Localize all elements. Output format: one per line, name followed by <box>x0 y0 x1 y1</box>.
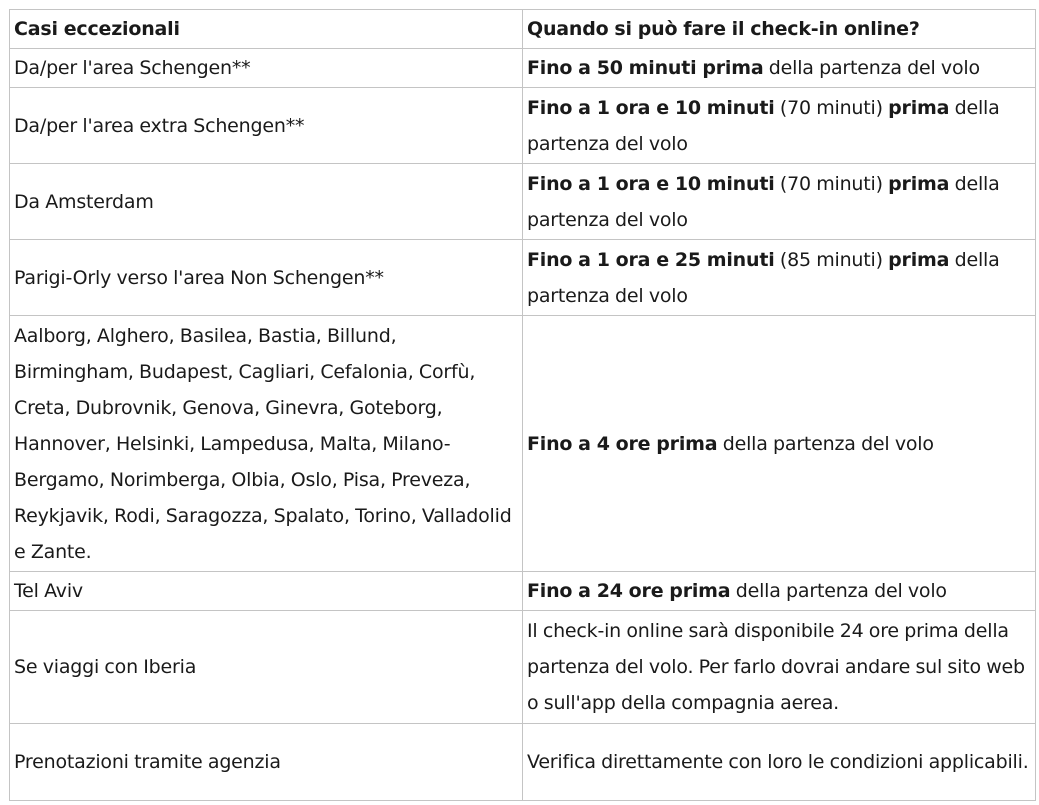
time-text: della partenza del volo <box>527 96 1000 155</box>
time-cell: Il check-in online sarà disponibile 24 ore prima della partenza del volo. Per farlo dovrai andare sul sito web o sull'app della compagnia aerea. <box>523 611 1036 724</box>
time-strong: Fino a 4 ore prima <box>527 432 718 455</box>
table-row <box>10 240 1036 316</box>
table-row <box>10 88 1036 164</box>
header-checkin-time: Quando si può fare il check-in online? <box>523 10 1036 49</box>
time-strong: Fino a 1 ora e 10 minuti <box>527 96 775 119</box>
time-strong: Fino a 1 ora e 25 minuti <box>527 248 775 271</box>
time-text: della partenza del volo <box>763 57 980 79</box>
time-cell <box>523 49 1036 88</box>
time-strong: Fino a 1 ora e 10 minuti <box>527 172 775 195</box>
time-text: della partenza del volo <box>717 432 934 455</box>
case-cell: Se viaggi con Iberia <box>10 611 523 724</box>
time-text: (70 minuti) <box>774 172 889 195</box>
checkin-exceptions-table <box>9 9 1036 801</box>
case-cell: Parigi-Orly verso l'area Non Schengen** <box>10 240 523 316</box>
table-row <box>10 316 1036 572</box>
time-text: della partenza del volo <box>527 248 1000 307</box>
time-strong: Fino a 24 ore prima <box>527 580 731 602</box>
time-strong-prima: prima <box>888 248 950 271</box>
table-row <box>10 572 1036 611</box>
time-strong-prima: prima <box>888 172 950 195</box>
time-cell <box>523 572 1036 611</box>
time-cell <box>523 88 1036 164</box>
time-strong-prima: prima <box>888 96 950 119</box>
time-text: (85 minuti) <box>774 248 889 271</box>
time-text: (70 minuti) <box>774 96 889 119</box>
case-cell: Tel Aviv <box>10 572 523 611</box>
time-strong: Fino a 50 minuti prima <box>527 57 764 79</box>
header-exceptional-cases: Casi eccezionali <box>10 10 523 49</box>
time-cell: Verifica direttamente con loro le condizioni applicabili. <box>523 724 1036 801</box>
case-cell: Da Amsterdam <box>10 164 523 240</box>
table-row <box>10 611 1036 724</box>
time-cell <box>523 164 1036 240</box>
time-text: della partenza del volo <box>730 580 947 602</box>
table-row <box>10 49 1036 88</box>
case-cell: Da/per l'area Schengen** <box>10 49 523 88</box>
table-row <box>10 724 1036 801</box>
case-cell: Prenotazioni tramite agenzia <box>10 724 523 801</box>
table-header-row <box>10 10 1036 49</box>
table-row <box>10 164 1036 240</box>
time-text: della partenza del volo <box>527 172 1000 231</box>
time-cell <box>523 316 1036 572</box>
case-cell-airports: Aalborg, Alghero, Basilea, Bastia, Billund, Birmingham, Budapest, Cagliari, Cefalonia, Corfù, Creta, Dubrovnik, Genova, Ginevra, Goteborg, Hannover, Helsinki, Lampedusa, Malta, Milano-Bergamo, Norimberga, Olbia, Oslo, Pisa, Preveza, Reykjavik, Rodi, Saragozza, Spalato, Torino, Valladolid e Zante. <box>10 316 523 572</box>
case-cell: Da/per l'area extra Schengen** <box>10 88 523 164</box>
time-cell <box>523 240 1036 316</box>
